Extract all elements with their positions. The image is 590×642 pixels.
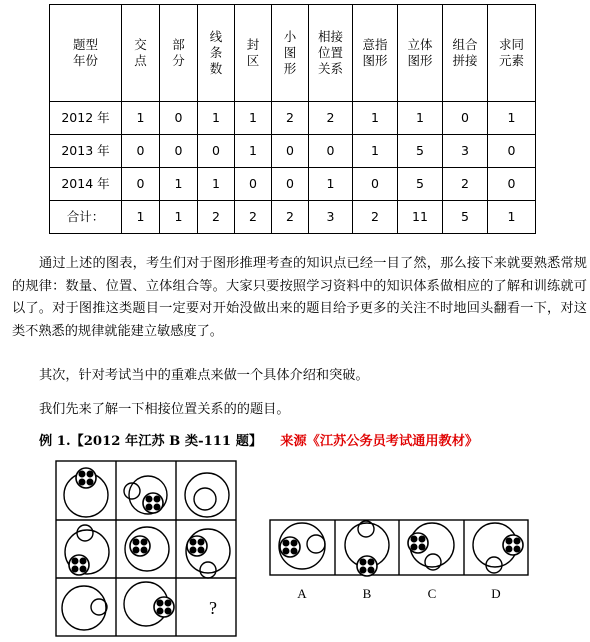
table-cell: 0 <box>122 135 160 168</box>
table-cell: 1 <box>235 102 272 135</box>
source-label: 来源《江苏公务员考试通用教材》 <box>280 434 479 449</box>
table-cell: 1 <box>160 201 198 234</box>
header-cell: 题型 年份 <box>50 5 122 102</box>
table-cell: 2012 年 <box>50 102 122 135</box>
header-cell: 组合 拼接 <box>443 5 488 102</box>
table-cell: 0 <box>309 135 353 168</box>
grid-cell-2-3 <box>186 529 230 578</box>
table-cell: 0 <box>160 102 198 135</box>
option-c-figure <box>408 523 454 570</box>
example-label: 例 1.【2012 年江苏 B 类-111 题】 <box>39 434 263 449</box>
table-cell: 合计： <box>50 201 122 234</box>
table-cell: 0 <box>198 135 235 168</box>
table-cell: 1 <box>235 135 272 168</box>
paragraph-next: 其次，针对考试当中的重难点来做一个具体介绍和突破。 <box>39 368 369 383</box>
table-cell: 1 <box>488 102 536 135</box>
table-cell: 11 <box>398 201 443 234</box>
grid-cell-1-1 <box>64 468 108 517</box>
option-a-label: A <box>297 586 307 601</box>
grid-cell-2-1 <box>65 525 109 575</box>
header-cell: 封 区 <box>235 5 272 102</box>
table-cell: 0 <box>353 168 398 201</box>
table-cell: 0 <box>235 168 272 201</box>
header-cell: 交 点 <box>122 5 160 102</box>
header-cell: 小 图 形 <box>272 5 309 102</box>
grid-cell-3-1 <box>62 586 107 630</box>
grid-cell-3-2 <box>124 582 174 626</box>
table-cell: 2 <box>235 201 272 234</box>
header-cell: 意指 图形 <box>353 5 398 102</box>
table-cell: 2 <box>309 102 353 135</box>
option-b-label: B <box>362 586 372 601</box>
option-b-figure <box>345 521 389 576</box>
option-d-figure <box>473 523 523 573</box>
header-cell: 立体 图形 <box>398 5 443 102</box>
table-cell: 3 <box>309 201 353 234</box>
paragraph-topic: 我们先来了解一下相接位置关系的的题目。 <box>39 402 290 417</box>
grid-cell-2-2 <box>125 527 169 571</box>
option-a-figure <box>279 523 325 569</box>
table-cell: 3 <box>443 135 488 168</box>
table-cell: 2013 年 <box>50 135 122 168</box>
table-cell: 0 <box>160 135 198 168</box>
table-cell: 1 <box>398 102 443 135</box>
table-cell: 2 <box>198 201 235 234</box>
table-cell: 2014 年 <box>50 168 122 201</box>
table-cell: 0 <box>272 168 309 201</box>
table-cell: 5 <box>398 168 443 201</box>
table-cell: 1 <box>160 168 198 201</box>
table-cell: 0 <box>443 102 488 135</box>
question-mark: ? <box>209 598 217 618</box>
table-cell: 0 <box>272 135 309 168</box>
header-cell: 相接 位置 关系 <box>309 5 353 102</box>
table-cell: 2 <box>272 201 309 234</box>
paragraph-intro: 通过上述的图表，考生们对于图形推理考查的知识点已经一目了然，那么接下来就要熟悉常规的规律：数量、位置、立体组合等。大家只要按照学习资料中的知识体系做相应的了解和训练就可以了。对于图推这类题目一定要对开始没做出来的题目给予更多的关注不时地回头翻看一下，对这类不熟悉的规律就能建立敏感度了。 <box>12 256 587 339</box>
table-cell: 0 <box>488 168 536 201</box>
table-cell: 1 <box>122 201 160 234</box>
table-cell: 0 <box>122 168 160 201</box>
table-cell: 2 <box>443 168 488 201</box>
header-cell: 求同 元素 <box>488 5 536 102</box>
table-cell: 0 <box>488 135 536 168</box>
header-cell: 部 分 <box>160 5 198 102</box>
grid-cell-1-2 <box>124 476 167 514</box>
table-cell: 1 <box>198 168 235 201</box>
table-cell: 1 <box>309 168 353 201</box>
table-cell: 1 <box>353 135 398 168</box>
table-cell: 1 <box>488 201 536 234</box>
grid-cell-1-3 <box>185 473 229 517</box>
table-cell: 2 <box>353 201 398 234</box>
table-cell: 2 <box>272 102 309 135</box>
table-cell: 1 <box>353 102 398 135</box>
table-cell: 1 <box>122 102 160 135</box>
header-cell: 线 条 数 <box>198 5 235 102</box>
table-cell: 1 <box>198 102 235 135</box>
option-c-label: C <box>427 586 437 601</box>
option-d-label: D <box>491 586 501 601</box>
table-cell: 5 <box>443 201 488 234</box>
table-cell: 5 <box>398 135 443 168</box>
